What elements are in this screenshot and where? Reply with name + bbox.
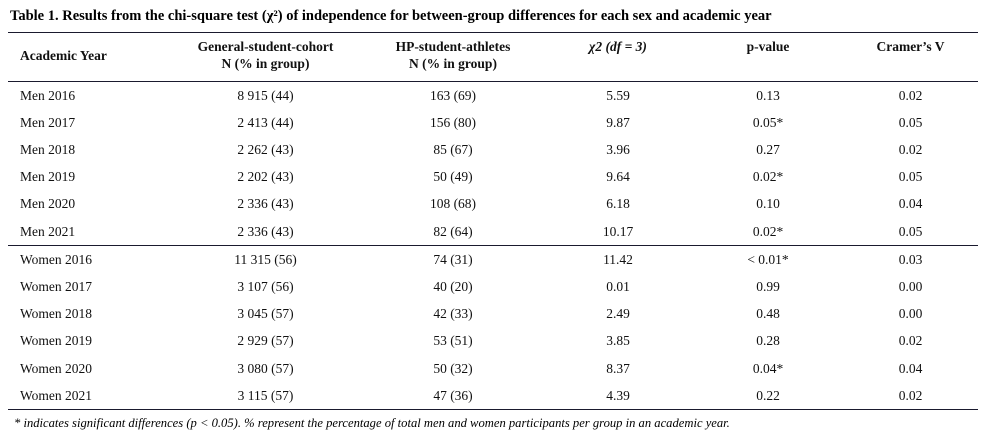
cell-cramersv: 0.00 [898,306,923,322]
cell-cramersv: 0.04 [898,360,923,376]
cell-chi2: 10.17 [602,223,634,239]
cell-chi2: 5.59 [543,82,693,110]
cell-chi2: 0.01 [606,278,630,294]
cell-chi2: 3.85 [606,333,630,349]
cell-chi2: 4.39 [543,382,693,410]
cell-pvalue: 0.02* [752,223,784,239]
table-row [8,273,978,300]
cell-cohort: 3 080 (57) [237,360,294,376]
cell-pvalue: 0.48 [756,306,780,322]
cell-cohort: 2 413 (44) [237,114,294,130]
cell-year: Men 2016 [8,82,168,110]
cell-pvalue: < 0.01* [693,246,843,274]
cell-athletes: 163 (69) [363,82,543,110]
header-row [8,33,978,82]
cell-chi2: 2.49 [606,306,630,322]
cell-cohort: 2 262 (43) [237,142,294,158]
cell-athletes: 53 (51) [433,333,473,349]
table-row [8,191,978,218]
cell-athletes: 50 (49) [433,169,473,185]
cell-year: Women 2019 [20,333,93,349]
cell-year: Men 2018 [20,142,76,158]
cell-cramersv: 0.00 [898,278,923,294]
column-header-academic-year-line1: Academic Year [20,47,107,63]
cell-pvalue: 0.22 [693,382,843,410]
table-row [8,137,978,164]
cell-cramersv: 0.04 [898,196,923,212]
cell-year: Women 2016 [8,246,168,274]
table-row [8,382,978,410]
cell-pvalue: 0.04* [752,360,784,376]
cell-cohort: 2 202 (43) [237,169,294,185]
cell-athletes: 85 (67) [433,142,473,158]
cell-athletes: 156 (80) [429,114,477,130]
results-table [8,32,978,410]
cell-year: Women 2021 [8,382,168,410]
cell-chi2: 6.18 [606,196,630,212]
cell-athletes: 42 (33) [433,306,473,322]
cell-cohort: 3 115 (57) [168,382,363,410]
cell-athletes: 108 (68) [429,196,477,212]
cell-chi2: 3.96 [606,142,630,158]
column-header-hp-student-athletes-line2: N (% in group) [409,56,497,72]
table-row [8,218,978,246]
table-footnote: * indicates significant differences (p < 0.05). % represent the percentage of total men and women participants per group in an academic year. [14,416,730,431]
cell-pvalue: 0.28 [756,333,780,349]
cell-cramersv: 0.02 [898,333,923,349]
cell-cramersv: 0.02 [843,382,978,410]
column-header-p-value [693,33,843,82]
table-row [8,301,978,328]
cell-pvalue: 0.02* [752,169,784,185]
cell-chi2: 11.42 [543,246,693,274]
cell-chi2: 9.64 [606,169,630,185]
cell-cramersv: 0.05 [898,223,923,239]
cell-pvalue: 0.13 [693,82,843,110]
table-row [8,164,978,191]
column-header-chi-square [543,33,693,82]
cell-cramersv: 0.05 [898,169,923,185]
cell-cohort: 3 107 (56) [237,278,294,294]
column-header-academic-year [8,33,168,82]
cell-year: Women 2020 [20,360,93,376]
cell-cramersv: 0.02 [898,142,923,158]
table-row [8,109,978,136]
table-row [8,328,978,355]
cell-cohort: 2 336 (43) [237,196,294,212]
table-body [8,82,978,410]
column-header-chi-square-line1: χ2 (df = 3) [589,39,647,55]
column-header-hp-student-athletes-line1: HP-student-athletes [395,39,511,55]
cell-athletes: 82 (64) [433,223,473,239]
cell-chi2: 9.87 [606,114,630,130]
column-header-general-student-cohort [168,33,363,82]
table-row [8,82,978,110]
table-row [8,246,978,274]
cell-athletes: 74 (31) [363,246,543,274]
cell-year: Women 2017 [20,278,93,294]
cell-pvalue: 0.99 [756,278,780,294]
column-header-hp-student-athletes [363,33,543,82]
cell-cramersv: 0.05 [898,114,923,130]
table-row [8,355,978,382]
cell-cramersv: 0.02 [843,82,978,110]
cell-cohort: 2 336 (43) [237,223,294,239]
cell-year: Men 2020 [20,196,76,212]
cell-athletes: 47 (36) [363,382,543,410]
cell-cohort: 3 045 (57) [237,306,294,322]
column-header-general-student-cohort-line1: General-student-cohort [197,39,334,55]
column-header-cramers-v [843,33,978,82]
table-caption: Table 1. Results from the chi-square test (χ²) of independence for between-group differences for each sex and academic year [10,8,772,24]
cell-pvalue: 0.10 [756,196,780,212]
cell-cohort: 11 315 (56) [168,246,363,274]
cell-cramersv: 0.03 [843,246,978,274]
cell-athletes: 40 (20) [433,278,473,294]
column-header-p-value-line1: p-value [746,39,790,55]
table-header [8,33,978,82]
cell-athletes: 50 (32) [433,360,473,376]
cell-pvalue: 0.05* [752,114,784,130]
cell-cohort: 2 929 (57) [237,333,294,349]
cell-year: Women 2018 [20,306,93,322]
column-header-cramers-v-line1: Cramer’s V [876,39,945,55]
cell-cohort: 8 915 (44) [168,82,363,110]
column-header-general-student-cohort-line2: N (% in group) [221,56,310,72]
cell-year: Men 2021 [20,223,76,239]
cell-chi2: 8.37 [606,360,630,376]
cell-year: Men 2017 [20,114,76,130]
cell-year: Men 2019 [20,169,76,185]
cell-pvalue: 0.27 [756,142,780,158]
